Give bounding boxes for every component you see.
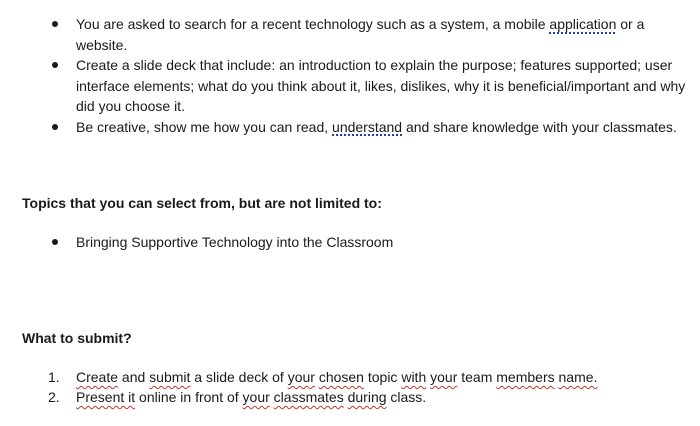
spell-marked-word: Present it xyxy=(76,389,136,405)
bullet-icon xyxy=(52,21,58,27)
bullet-icon xyxy=(52,239,58,245)
submit-text: class. xyxy=(386,389,427,405)
instruction-text-start: Be creative, show me how you can read, xyxy=(76,118,333,135)
spell-marked-word: your xyxy=(430,369,458,385)
list-item xyxy=(0,232,700,253)
submit-text: a slide deck of xyxy=(190,369,288,385)
instruction-text-end: or a website. xyxy=(76,16,645,53)
spell-marked-word: classmates xyxy=(273,389,344,405)
spell-marked-word: submit xyxy=(149,369,191,385)
submit-list xyxy=(0,367,700,407)
submit-text: team xyxy=(457,369,497,385)
spell-marked-word: members xyxy=(496,369,555,385)
list-number: 1. xyxy=(48,369,60,385)
spell-marked-word: your xyxy=(242,389,270,405)
instruction-text: Create a slide deck that include: an introduction to explain the purpose; features supported; user interface elements; what do you think about it, likes, dislikes, why it is beneficial/important and why did you choose it. xyxy=(76,57,686,114)
instructions-list xyxy=(0,14,700,137)
topic-text: Bringing Supportive Technology into the Classroom xyxy=(76,234,394,250)
topics-heading: Topics that you can select from, but are not limited to: xyxy=(22,195,382,211)
spell-marked-word: Create xyxy=(76,369,119,385)
submit-text: and xyxy=(118,369,150,385)
grammar-marked-word: understand xyxy=(332,118,403,135)
spell-marked-word: during xyxy=(347,389,387,405)
spell-marked-word: with xyxy=(401,369,427,385)
spell-marked-word: chosen xyxy=(318,369,364,385)
topics-list xyxy=(0,232,700,253)
list-number: 2. xyxy=(48,389,60,405)
spell-marked-word: your xyxy=(287,369,315,385)
submit-heading: What to submit? xyxy=(22,330,132,346)
submit-text: online in front of xyxy=(135,389,243,405)
list-item xyxy=(0,117,700,138)
bullet-icon xyxy=(52,124,58,130)
submit-text: topic xyxy=(363,369,402,385)
list-item xyxy=(0,367,700,387)
bullet-icon xyxy=(52,62,58,68)
list-item xyxy=(0,387,700,407)
list-item xyxy=(0,55,700,117)
list-item xyxy=(0,14,700,55)
grammar-marked-word: application xyxy=(549,16,617,32)
spell-marked-word: name. xyxy=(558,369,598,385)
instruction-text-start: You are asked to search for a recent technology such as a system, a mobile xyxy=(76,16,550,32)
instruction-text-end: and share knowledge with your classmates. xyxy=(402,118,677,135)
